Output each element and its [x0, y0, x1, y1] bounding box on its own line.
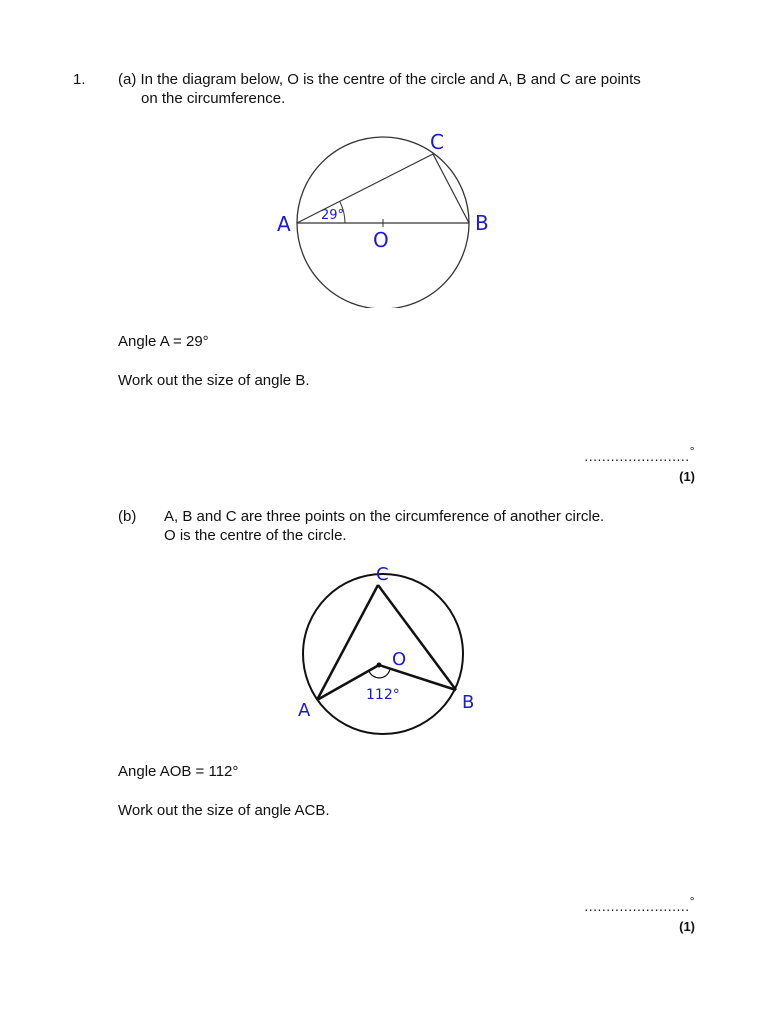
- chord-cb: [433, 154, 469, 223]
- part-a-degree-symbol: °: [689, 444, 695, 458]
- part-b-label: (b): [118, 508, 137, 525]
- part-a-given: Angle A = 29°: [118, 333, 209, 350]
- angle-arc-aob: [369, 669, 390, 678]
- part-b-task: Work out the size of angle ACB.: [118, 802, 330, 819]
- part-b-marks: (1): [679, 919, 695, 934]
- chord-ac: [297, 154, 433, 223]
- circle-diagram-a: [268, 128, 498, 308]
- circle-diagram-b: [290, 560, 480, 745]
- part-a-answer-dots: ........................: [584, 448, 690, 464]
- part-a-task: Work out the size of angle B.: [118, 372, 310, 389]
- point-label-a: A: [277, 212, 291, 236]
- angle-label-29: 29°: [321, 208, 345, 223]
- point-label-b: B: [462, 692, 475, 713]
- point-label-o: O: [373, 228, 389, 252]
- circle-b: [303, 574, 463, 734]
- question-number: 1.: [73, 71, 86, 88]
- part-a-answer-line[interactable]: [584, 444, 695, 464]
- part-b-degree-symbol: °: [689, 894, 695, 908]
- part-b-answer-line[interactable]: [584, 894, 695, 914]
- chord-cb: [378, 585, 456, 690]
- point-label-o: O: [392, 649, 407, 670]
- part-a-intro-line-1: (a) In the diagram below, O is the centre of the circle and A, B and C are points: [118, 71, 641, 88]
- point-label-c: C: [430, 130, 444, 154]
- part-b-given: Angle AOB = 112°: [118, 763, 239, 780]
- point-label-c: C: [376, 564, 389, 585]
- angle-label-112: 112°: [366, 687, 400, 703]
- part-a-marks: (1): [679, 469, 695, 484]
- centre-point-o: [377, 663, 382, 668]
- part-a-intro-line-2: on the circumference.: [141, 90, 286, 107]
- part-b-intro-line-2: O is the centre of the circle.: [164, 527, 347, 544]
- part-b-intro-line-1: A, B and C are three points on the circumference of another circle.: [164, 508, 605, 525]
- part-b-answer-dots: ........................: [584, 898, 690, 914]
- point-label-b: B: [475, 211, 489, 235]
- point-label-a: A: [298, 700, 311, 721]
